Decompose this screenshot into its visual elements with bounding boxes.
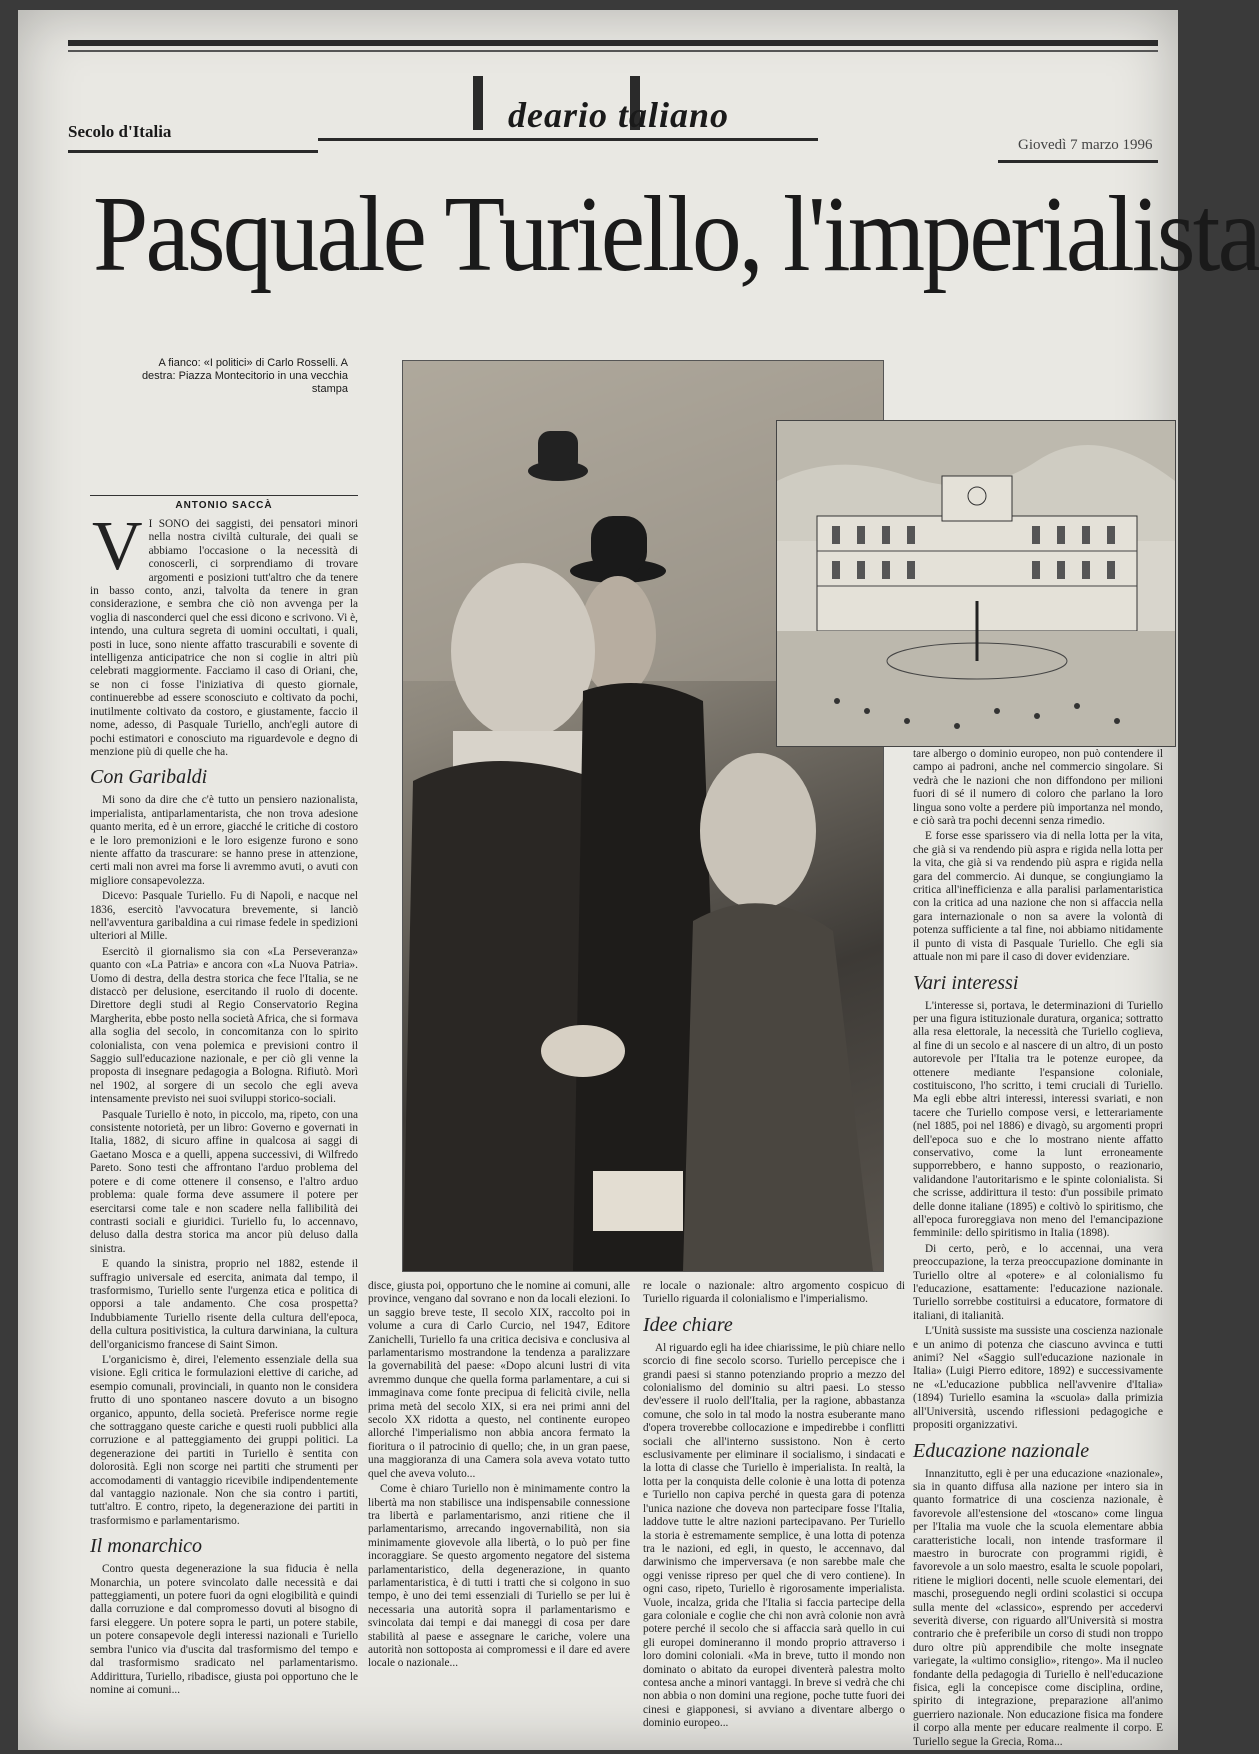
paragraph: Come è chiaro Turiello non è minimamente contro la libertà ma non stabilisce una indispensabile connessione tra libertà e parlamentarismo, anzi ritiene che il parlamentarismo, arrecando ingovernabilità, non sia minimamente giovevole alla libertà, o lo può per fine incoraggiare. Se questo argomento negatore del sistema parlamentaristico, della degenerazione, in quanto parlamentaristica, è di tutti i tratti che si colgono in suo tempo, è uno dei temi essenziali di Turiello se per lui è necessaria una autorità sopra il parlamentarismo e svincolata dai tempi e dai maneggi di cosa per dare stabilità al paese e assegnare le cariche, volere una autorità non sottoposta ai compromessi e il dare ed avere locale o nazionale... — [368, 1483, 630, 1670]
paragraph: re locale o nazionale: altro argomento cospicuo di Turiello riguarda il colonialismo e l'imperialismo. — [643, 1280, 905, 1306]
subhead-idee-chiare: Idee chiare — [643, 1313, 733, 1336]
palazzo-montecitorio-engraving — [777, 421, 1175, 746]
subhead-educazione-nazionale: Educazione nazionale — [913, 1439, 1090, 1462]
paragraph: disce, giusta poi, opportuno che le nomine ai comuni, alle province, vengano dal sovrano e non da locali elezioni. Io un saggio breve teste, Il secolo XIX, raccolto poi in volume a cura di Carlo Curcio, nel 1947, Editore Zanichelli, Turiello fa una critica decisiva e conclusiva al parlamentarismo mostrandone la tendenza a paralizzare la governabilità del paese: «Dopo alcuni lustri di vita avremmo dunque che quella forma parlamentare, a cui si immaginava come fonte precipua di felicità civile, nella prima metà del secolo XIX, si era nei primi anni del secolo XX ridotta a questo, nel continente europeo allorché l'imperialismo non abbia ancora fermato la fioritura o il patrocinio di quello; che, in un gran paese, una maggioranza di una Camera sola aveva votato tutto quel che aveva voluto... — [368, 1280, 630, 1480]
rubric-cap-i-left — [473, 76, 483, 130]
column-3 — [643, 1280, 905, 1740]
paragraph: tare albergo o dominio europeo, non può contendere il campo ai padroni, anche nel commercio singolare. Si vedrà che le nazioni che non diffondono per milioni fuori di sé il numero di coloro che parlano la loro lingua sono volte a perdere più importanza nel mondo, e ciò sarà tra pochi decenni senza rimedio. — [913, 748, 1163, 828]
top-rule — [68, 40, 1158, 46]
image-caption: A fianco: «I politici» di Carlo Rosselli. A destra: Piazza Montecitorio in una vecchia stampa — [141, 357, 348, 395]
engraving-illustration — [776, 420, 1176, 747]
author-byline: ANTONIO SACCÀ — [175, 500, 273, 511]
paragraph: Contro questa degenerazione la sua fiducia è nella Monarchia, un potere svincolato dalle necessità e dai patteggiamenti, un potere fuori da ogni elogibilità e quindi dalla corruzione e dal compromesso dovuti al bisogno di farsi eleggere. Un potere sopra le parti, un potere stabile, un potere consapevole degli interessi nazionali e Turiello sembra l'unico via d'uscita dal trasformismo del tempo e dal trasformismo sradicato nel parlamentarismo. Addirittura, Turiello, ribadisce, giusta poi opportuno che le nomine ai comuni... — [90, 1563, 358, 1696]
top-rule-thin — [68, 50, 1158, 52]
column-1 — [90, 508, 358, 1738]
byline-rule — [90, 495, 358, 496]
rubric-title: deario taliano — [508, 95, 730, 135]
paragraph: E quando la sinistra, proprio nel 1882, estende il suffragio universale ed esercita, animata dal tempo, il trasformismo, Turiello sente l'urgenza etica e politica di opporsi a tale andamento. Che cosa prospetta? Indubbiamente Turiello risente della cultura dell'epoca, della cultura positivistica, la cultura darwiniana, la cultura dell'organicismo francese di Saint Simon. — [90, 1258, 358, 1351]
paragraph: Di certo, però, e lo accennai, una vera preoccupazione, la terza preoccupazione dominante in Turiello oltre al «potere» e al colonialismo fu l'educazione, esattamente: l'educazione nazionale. Turiello sorrebbe costituirsi a educatore, formatore di italiani, di italianità. — [913, 1242, 1163, 1322]
paragraph: L'interesse si, portava, le determinazioni di Turiello per una figura istituzionale duratura, organica; sottratto alla resa elettorale, la necessità che Turiello coglieva, al fine di un secolo e al nascere di un altro, di un posto autorevole per l'Italia tra le potenze europee, da ottenere mediante l'espansione coloniale, costituiscono, l'ho scritto, i temi cruciali di Turiello. Ma egli ebbe altri interessi, interessi svariati, e non tacere che Turiello compose versi, e letterariamente (nel 1885, poi nel 1886) e divagò, su argomenti propri dell'epoca suo e che lo mostrano niente affatto conservativo, come la lunt erroneamente supporrebbero, e hanno supposto, o reazionario, validandone l'autoritarismo e le spinte colonialista. Si che scrisse, addirittura il testo: d'un possibile primato delle donne italiane (1895) e coltivò lo spiritismo, che all'epoca furoreggiava non meno del l'emancipazione femminile: dello spiritismo in Italia (1898). — [913, 999, 1163, 1240]
paragraph: Dicevo: Pasquale Turiello. Fu di Napoli, e nacque nel 1836, esercitò l'avvocatura brevemente, si lanciò nell'avventura garibaldina a cui rimase fedele in spedizioni ulteriori al Mille. — [90, 890, 358, 943]
paragraph: E forse esse sparissero via di nella lotta per la vita, che già si va rendendo più aspra e rigida nella lotta per la vita, che già si va rendendo più aspra e rigida nella gara del commercio. Ai dunque, se congiungiamo la critica all'inefficienza e alla paralisi parlamentaristica con la critica ad una nazione che non si affaccia nella gara internazionale o non sa avere la volontà di potenza sufficiente a tal fine, noi abbiamo nitidamente il punto di vista di Pasquale Turiello. Che egli sia attuale non mi pare il caso di dover evidenziare. — [913, 830, 1163, 964]
masthead-rule-left — [68, 150, 318, 153]
paragraph: Pasquale Turiello è noto, in piccolo, ma, ripeto, con una consistente notorietà, per un libro: Governo e governati in Italia, 1882, di sicuro affine in qualcosa ai saggi di Gaetano Mosca e a quelli, appena successivi, di Wilfredo Pareto. Sono testi che affrontano l'arduo problema del potere e di come ottenere il consenso, e l'altro arduo problema: quale forma deve assumere il potere per esercitarsi come tale e non scadere nella fallibilità dei contrasti sociali e giuridici. Turiello fu, lo accennavo, deluso dalla destra storica ma ancor più deluso dalla sinistra. — [90, 1108, 358, 1255]
paragraph: Al riguardo egli ha idee chiarissime, le più chiare nello scorcio di fine secolo scorso. Turiello percepisce che i grandi paesi si stanno potenziando proprio a mezzo del colonialismo del dominio su altri paesi. Lo stesso dev'essere il ruolo dell'Italia, per la ragione, abbastanza comune, che solo in tal modo la nostra esuberante mano d'opera troverebbe collocazione e impedirebbe i conflitti sociali che all'interno sussistono. Non è certo esclusivamente per eliminare il socialismo, i sindacati e la lotta di classe che Turiello è imperialista. In realtà, la lotta per la conquista delle colonie è una lotta di potenza e Turiello non capiva perché in questa gara di potenza l'unica nazione che doveva non partecipare fosse l'Italia, laddove tutte le altre nazioni partecipavano. Per Turiello la storia è estremamente semplice, è una lotta di potenza tra le nazioni, ed egli, in questo, le accennavo, dal darwinismo che imperversava (e non sarebbe male che oggi venisse ripreso per quel che di vero contiene). In ogni caso, ripeto, Turiello è rigorosamente imperialista. Vuole, incalza, grida che l'Italia si faccia partecipe della gara coloniale e coglie che chi non avrà colonie non avrà potere perché il secolo che si affaccia sarà quello in cui gli europei domineranno il mondo proprio attraverso i loro domini coloniali. «Ma in breve, tutto il mondo non dominato o abitato da europei diventerà palestra molto contesa anche a minori vantaggi. In breve si vedrà che chi non abbia o non domini una regione, poche tutte fuori dei cinesi e giapponesi, si avviano a diventare albergo o dominio europeo... — [643, 1341, 905, 1730]
subhead-monarchico: Il monarchico — [90, 1535, 203, 1558]
paragraph: Esercitò il giornalismo sia con «La Perseveranza» quanto con «La Patria» e ancora con «La Nuova Patria». Uomo di destra, della destra storica che fece l'Italia, se ne distaccò per delusione, esercitando il ruolo di docente. Direttore degli studi al Regio Conservatorio Regina Margherita, ebbe posto nella società Africa, che si formava alla soglia del secolo, in concomitanza con lo spirito colonialista, con vena polemica e previsioni contro il Saggio sull'educazione nazionale, e per ciò gli venne la proposta di insegnare pedagogia a Bologna. Rifiutò. Morì nel 1902, al sorgere di un secolo che egli aveva intensamente previsto nei suoi sviluppi storico-sociali. — [90, 945, 358, 1106]
lead-paragraph — [90, 508, 358, 759]
paragraph: Innanzitutto, egli è per una educazione «nazionale», sia in quanto diffusa alla nazione per intero sia in quanto formatrice di una coscienza nazionale, è favorevole all'estensione del «toscano» come lingua per l'Italia ma vuole che la scuola elementare abbia caratteristiche locali, non intende trasformare il maestro in burocrate con programmi rigidi, è favorevole a un solo maestro, esalta le scuole popolari, ritiene le migliori docenti, nelle scuole elementari, dei maschi, proseguendo negli ordini scolastici si occupa sulla mente del «classico», esprendo per accedervi severità diverse, con riguardo all'Università si mostra contrario che è preferibile un corso di studi non troppo duro oltre più apprendibile che molte insegnate variegate, la «ultimo consiglio», ritengo». Ma il nucleo fondante della pedagogia di Turiello è nell'educazione fisica, egli la concepisce come disciplina, ordine, spirito di integrazione, preparazione all'animo guerriero nazionale. Non educazione fisica ma fondere il corpo alla mente per educare realmente il corpo. E Turiello segue la Grecia, Roma... — [913, 1467, 1163, 1748]
newspaper-page — [18, 10, 1259, 1750]
lead-text: I SONO dei saggisti, dei pensatori minori nella nostra civiltà culturale, dei quali se abbiamo l'occasione o la necessità di conoscerli, ci sorprendiamo di trovare argomenti e posizioni tutt'altro che da tenere in basso conto, anzi, talvolta da tenere in gran considerazione, e sembra che ciò non avvenga per la voglia di nasconderci quel che essi dicono e scrivono. Vi è, intendo, una cultura segreta di uomini occultati, i quali, posti in luce, sono niente affatto trascurabili e sovente di intelligenza anticipatrice che non si coglie in altri più celebrati maggiormente. Facciamo il caso di Oriani, che, se non ci fosse l'iniziativa di questo giornale, continuerebbe ad essere sconosciuto e coltivato da pochi, inutilmente coltivato da costoro, e giustamente, faccio il nome, adesso, di Pasquale Turiello, anch'egli autore di pochi estimatori e conosciuto ma riguardevole e degno di menzione più di quelle che ha. — [90, 518, 358, 758]
paragraph: L'organicismo è, direi, l'elemento essenziale della sua visione. Egli critica le formulazioni elettive di cariche, ad esempio comunali, provinciali, in quanto non le considera frutto di uno spontaneo nascere dovuto a un bisogno organico, appunto, della società. Preferisce norme regie che sottraggano queste cariche e questi ruoli pubblici alla corruzione e al patteggiamento dei gruppi politici. La degenerazione dei partiti in Turiello è sentita con dolorosità. Egli non scorge nei partiti che strumenti per accomodamenti di vantaggio ricevibile indipendentemente dal vantaggio nazionale. Non che sia contro i partiti, tutt'altro. E contro, ripeto, la degenerazione dei partiti in trasformismo e parlamentarismo. — [90, 1353, 358, 1527]
subhead-garibaldi: Con Garibaldi — [90, 766, 208, 789]
subhead-vari-interessi: Vari interessi — [913, 971, 1019, 994]
masthead-rule-right — [998, 160, 1158, 163]
column-4 — [913, 748, 1163, 1748]
issue-date: Giovedì 7 marzo 1996 — [1018, 137, 1153, 153]
column-2 — [368, 1280, 630, 1740]
paragraph: L'Unità sussiste ma sussiste una coscienza nazionale e un animo di potenza che ciascuno avvinca e tutti animi? Nel «Saggio sull'educazione nazionale in Italia» (Luigi Pierro editore, 1892) e successivamente ne «L'educazione pubblica nell'avvenire d'Italia» (1894) Turiello esamina la «scuola» dalla primizia all'Università, uscendo riflessioni pedagogiche e propositi organizzativi. — [913, 1325, 1163, 1432]
paragraph: Mi sono da dire che c'è tutto un pensiero nazionalista, imperialista, antiparlamentarista, che non trova adesione quanto merita, ed è un errore, giacché le critiche di costoro e le loro premonizioni e le loro esigenze furono e sono niente affatto da trascurare: se hanno prese in attenzione, certi mali non avrei ma forse li avremmo avuti, o avuti con migliore consapevolezza. — [90, 794, 358, 887]
headline: Pasquale Turiello, l'imperialista — [93, 175, 1259, 294]
drop-cap: V — [92, 508, 143, 585]
paper-name: Secolo d'Italia — [68, 122, 172, 141]
